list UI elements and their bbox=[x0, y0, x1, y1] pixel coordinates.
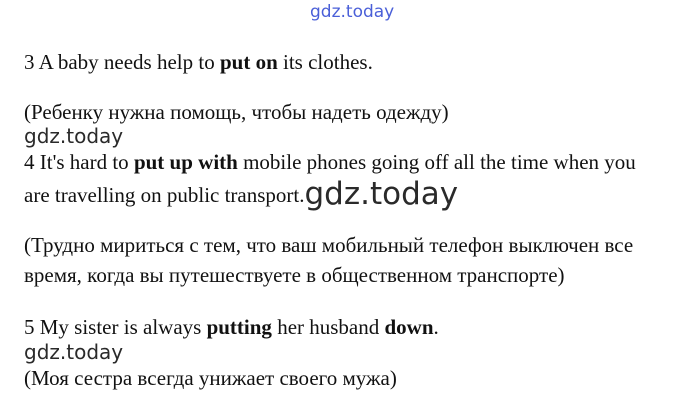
item-3-text-a: 3 A baby needs help to bbox=[24, 50, 220, 74]
item-5-text-b: her husband bbox=[271, 315, 385, 339]
item-5-text-a: 5 My sister is always bbox=[24, 315, 207, 339]
watermark-1: gdz.today bbox=[24, 124, 124, 148]
watermark-top: gdz.today bbox=[310, 2, 395, 22]
item-5-translation: (Моя сестра всегда унижает своего мужа) bbox=[24, 366, 397, 390]
item-5-verb: putting bbox=[206, 315, 272, 339]
item-4-text-c: are travelling on public transport. bbox=[24, 183, 305, 207]
item-5-particle: down bbox=[384, 315, 434, 339]
item-3-text-b: its clothes. bbox=[277, 50, 373, 74]
item-4-phrasal-verb: put up with bbox=[133, 150, 238, 174]
watermark-inline: gdz.today bbox=[304, 176, 459, 212]
item-4-english-line-2 bbox=[24, 176, 459, 212]
item-3-english bbox=[24, 50, 373, 74]
item-4-translation-line-2: время, когда вы путешествуете в общественном транспорте) bbox=[24, 263, 565, 287]
item-3-phrasal-verb: put on bbox=[219, 50, 278, 74]
item-3-translation: (Ребенку нужна помощь, чтобы надеть одежду) bbox=[24, 100, 449, 124]
item-5-text-c: . bbox=[433, 315, 439, 339]
item-4-translation-line-1: (Трудно мириться с тем, что ваш мобильный телефон выключен все bbox=[24, 233, 634, 257]
item-5-english bbox=[24, 315, 439, 339]
item-4-english-line-1 bbox=[24, 150, 636, 174]
item-4-text-b: mobile phones going off all the time when you bbox=[237, 150, 636, 174]
watermark-2: gdz.today bbox=[24, 340, 124, 364]
item-4-text-a: 4 It's hard to bbox=[24, 150, 134, 174]
